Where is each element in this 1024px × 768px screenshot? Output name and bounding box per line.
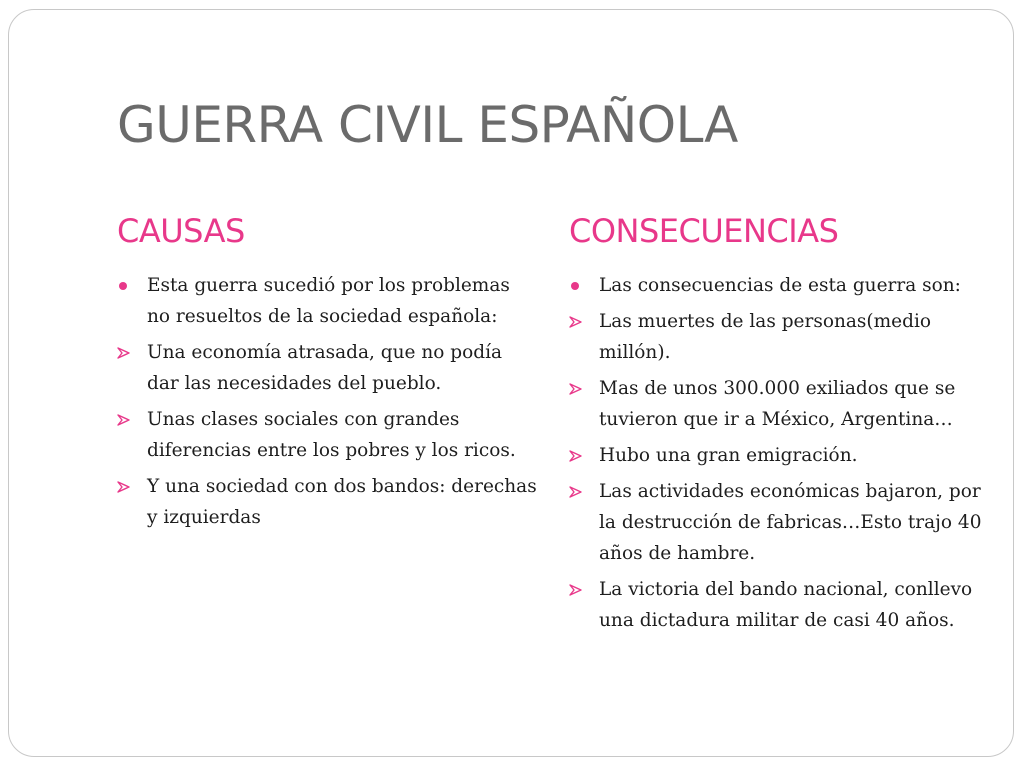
list-item	[569, 476, 999, 569]
list-item-text: Una economía atrasada, que no podía dar las necesidades del pueblo.	[147, 342, 503, 394]
causas-list	[117, 270, 537, 533]
consecuencias-list	[569, 270, 999, 636]
list-item	[569, 440, 999, 471]
causas-heading: CAUSAS	[117, 212, 245, 250]
list-item	[569, 306, 999, 368]
arrow-bullet-icon	[117, 404, 137, 435]
consecuencias-heading: CONSECUENCIAS	[569, 212, 839, 250]
arrow-bullet-icon	[569, 574, 589, 605]
list-item	[117, 270, 537, 332]
list-item	[569, 373, 999, 435]
list-item-text: Y una sociedad con dos bandos: derechas y izquierdas	[147, 476, 537, 528]
list-item-text: Hubo una gran emigración.	[599, 445, 858, 466]
list-item-text: La victoria del bando nacional, conllevo una dictadura militar de casi 40 años.	[599, 579, 973, 631]
arrow-bullet-icon	[117, 337, 137, 368]
arrow-bullet-icon	[569, 440, 589, 471]
causas-column	[117, 210, 537, 538]
arrow-bullet-icon	[569, 306, 589, 337]
arrow-bullet-icon	[117, 471, 137, 502]
slide-title: GUERRA CIVIL ESPAÑOLA	[117, 96, 738, 154]
list-item-text: Las consecuencias de esta guerra son:	[599, 275, 961, 296]
dot-bullet-icon	[569, 270, 589, 301]
list-item-text: Esta guerra sucedió por los problemas no resueltos de la sociedad española:	[147, 275, 510, 327]
list-item	[569, 574, 999, 636]
list-item-text: Mas de unos 300.000 exiliados que se tuvieron que ir a México, Argentina…	[599, 378, 956, 430]
list-item	[117, 471, 537, 533]
list-item	[117, 337, 537, 399]
dot-bullet-icon	[117, 270, 137, 301]
list-item-text: Las actividades económicas bajaron, por la destrucción de fabricas…Esto trajo 40 años de hambre.	[599, 481, 982, 564]
consecuencias-column	[569, 210, 999, 641]
arrow-bullet-icon	[569, 476, 589, 507]
slide	[8, 9, 1014, 757]
arrow-bullet-icon	[569, 373, 589, 404]
list-item	[569, 270, 999, 301]
list-item-text: Las muertes de las personas(medio millón).	[599, 311, 931, 363]
list-item	[117, 404, 537, 466]
list-item-text: Unas clases sociales con grandes diferencias entre los pobres y los ricos.	[147, 409, 516, 461]
